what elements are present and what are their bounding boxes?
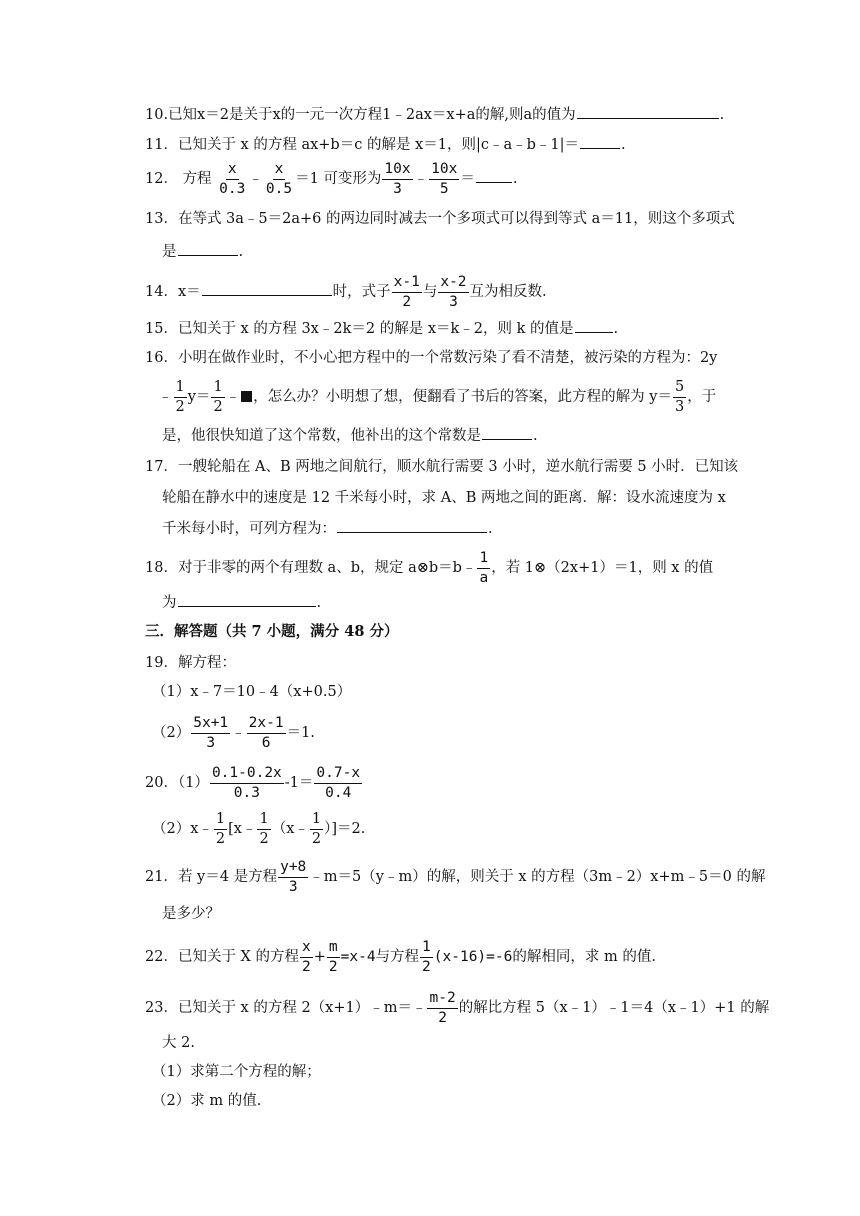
q19-f2-numerator: 2x-1 xyxy=(247,716,286,734)
q12-fraction-4 xyxy=(429,162,459,196)
q16-y-equals: y＝ xyxy=(187,389,211,405)
q21-denominator: 3 xyxy=(288,878,298,895)
q20-f2-numerator: 0.7-x xyxy=(314,766,362,784)
q19-f1-denominator: 3 xyxy=(206,734,216,751)
q16-text-2b: ，于 xyxy=(687,389,717,405)
q20-f4-denominator: 2 xyxy=(259,830,269,847)
q13-end: . xyxy=(238,244,244,260)
q17-answer-blank[interactable] xyxy=(337,518,487,533)
q22-fraction-1 xyxy=(300,940,313,974)
question-18-line-2 xyxy=(162,592,321,613)
q23-numerator: m-2 xyxy=(427,991,457,1009)
q21-fraction xyxy=(278,860,308,894)
q16-f3-denominator: 3 xyxy=(674,398,685,415)
q23-post: 的解比方程 5（x﹣1）﹣1＝4（x﹣1）+1 的解 xyxy=(458,1000,770,1016)
q12-minus-2: ﹣ xyxy=(413,171,429,187)
q16-f3-numerator: 5 xyxy=(673,380,686,398)
q18-fraction xyxy=(477,551,490,585)
q20-f3-denominator: 2 xyxy=(215,830,226,847)
q16-f1-denominator: 2 xyxy=(175,398,185,415)
q16-fraction-1 xyxy=(174,380,187,414)
question-17-line-2 xyxy=(162,488,726,508)
q13-number: 13． xyxy=(145,211,178,227)
q19-minus: ﹣ xyxy=(231,725,246,741)
question-13-line-1 xyxy=(145,209,735,229)
q23-part-2: （2）求 m 的值. xyxy=(152,1093,262,1109)
q19-f1-numerator: 5x+1 xyxy=(191,716,230,734)
q17-number: 17． xyxy=(145,459,178,475)
q12-equals: ＝ xyxy=(460,171,475,187)
q20-bracket-2: （x﹣ xyxy=(271,821,309,837)
q20-f3-numerator: 1 xyxy=(214,812,227,830)
q16-fraction-2 xyxy=(211,380,224,414)
q11-text: 已知关于 x 的方程 ax+b＝c 的解是 x＝1，则|c﹣a﹣b﹣1|＝ xyxy=(177,137,579,153)
q13-text-2: 是 xyxy=(162,244,177,260)
q19-equals: ＝1. xyxy=(286,725,315,741)
q14-end: 互为相反数. xyxy=(469,284,547,300)
q22-f1-denominator: 2 xyxy=(302,958,311,975)
q20-bracket-3: ）]＝2. xyxy=(324,821,366,837)
q12-f2-numerator: x xyxy=(273,162,286,180)
question-17-line-3 xyxy=(162,518,493,539)
q19-part-1: （1）x﹣7＝10﹣4（x+0.5） xyxy=(152,684,352,700)
q20-f4-numerator: 1 xyxy=(257,812,270,830)
q15-number: 15． xyxy=(145,321,178,337)
q19-part-2-label: （2） xyxy=(152,725,191,741)
q12-f4-denominator: 5 xyxy=(439,180,449,197)
question-19 xyxy=(145,653,236,673)
q14-number: 14． xyxy=(145,284,178,300)
q16-number: 16． xyxy=(145,350,178,366)
q12-f3-numerator: 10x xyxy=(382,162,412,180)
q11-end: . xyxy=(621,137,626,153)
q14-answer-blank[interactable] xyxy=(202,281,332,296)
q23-number: 23． xyxy=(145,1000,178,1016)
q20-fraction-3 xyxy=(214,812,227,846)
question-16-line-3 xyxy=(162,425,538,446)
q13-answer-blank[interactable] xyxy=(178,241,238,256)
q23-pre: 已知关于 x 的方程 2（x+1）﹣m＝﹣ xyxy=(177,1000,427,1016)
q12-fraction-3 xyxy=(382,162,412,196)
q14-mid: 时，式子 xyxy=(332,284,391,300)
q22-pre: 已知关于 X 的方程 xyxy=(177,949,299,965)
q20-f1-numerator: 0.1-0.2x xyxy=(210,766,284,784)
question-13-line-2 xyxy=(162,241,243,262)
question-21-line-2: 是多少？ xyxy=(162,906,220,922)
q23-fraction xyxy=(427,991,457,1025)
smudge-square-icon xyxy=(241,391,252,402)
q12-fraction-2 xyxy=(264,162,294,196)
q20-f5-denominator: 2 xyxy=(311,830,322,847)
q14-pre: x＝ xyxy=(177,284,201,300)
q20-fraction-5 xyxy=(310,812,323,846)
q10-answer-blank[interactable] xyxy=(577,104,719,119)
question-21-line-1 xyxy=(145,860,765,894)
q14-fraction-2 xyxy=(438,275,468,309)
q17-text-2: 轮船在静水中的速度是 12 千米每小时，求 A、B 两地之间的距离．解：设水流速度为 x xyxy=(162,490,726,506)
q15-answer-blank[interactable] xyxy=(575,318,613,333)
q22-mid: =x-4与方程 xyxy=(340,949,420,965)
question-17-line-1 xyxy=(145,457,738,477)
q18-end: . xyxy=(316,595,322,611)
q13-text-1: 在等式 3a﹣5＝2a+6 的两边同时减去一个多项式可以得到等式 a＝11，则这个多项式 xyxy=(177,211,735,227)
q15-text: 已知关于 x 的方程 3x﹣2k＝2 的解是 x＝k﹣2，则 k 的值是 xyxy=(177,321,574,337)
q20-part-2 xyxy=(152,812,365,846)
q12-mid: ＝1 可变形为 xyxy=(295,171,382,187)
q16-f2-denominator: 2 xyxy=(213,398,223,415)
q18-numerator: 1 xyxy=(477,551,490,569)
q14-f2-denominator: 3 xyxy=(449,293,458,310)
section-header: 三．解答题（共 7 小题，满分 48 分） xyxy=(145,623,399,640)
question-14 xyxy=(145,275,547,309)
question-15 xyxy=(145,318,618,339)
q19-title: 解方程： xyxy=(177,655,236,671)
q16-answer-blank[interactable] xyxy=(482,425,532,440)
q21-pre: 若 y＝4 是方程 xyxy=(177,869,278,885)
question-18-line-1 xyxy=(145,551,713,585)
q14-f1-numerator: x-1 xyxy=(392,275,422,293)
q17-text-1: 一艘轮船在 A、B 两地之间航行，顺水航行需要 3 小时，逆水航行需要 5 小时．已知该 xyxy=(177,459,739,475)
q22-end: 的解相同，求 m 的值. xyxy=(512,949,656,965)
question-10 xyxy=(145,104,724,125)
question-11 xyxy=(145,134,626,155)
q20-number: 20． xyxy=(145,775,178,791)
question-16-line-2 xyxy=(158,380,716,414)
q17-text-3: 千米每小时，可列方程为： xyxy=(162,521,336,537)
question-16-line-1 xyxy=(145,348,717,368)
q12-f2-denominator: 0.5 xyxy=(265,180,293,197)
q10-end: . xyxy=(719,107,725,123)
q22-f3-denominator: 2 xyxy=(422,958,431,975)
q10-number: 10. xyxy=(145,107,169,123)
q14-fraction-1 xyxy=(392,275,422,309)
q16-f2-numerator: 1 xyxy=(211,380,224,398)
q20-fraction-1 xyxy=(210,766,284,800)
q20-bracket-1: [x﹣ xyxy=(228,821,257,837)
q10-text: 已知x＝2是关于x的一元一次方程1﹣2ax＝x+a的解,则a的值为 xyxy=(168,107,576,123)
q22-tail: (x-16)=-6 xyxy=(433,949,513,965)
question-23-line-2: 大 2. xyxy=(162,1035,195,1051)
q11-answer-blank[interactable] xyxy=(580,134,620,149)
q19-part-2 xyxy=(152,716,315,750)
q19-number: 19． xyxy=(145,655,178,671)
q21-post: ﹣m＝5（y﹣m）的解，则关于 x 的方程（3m﹣2）x+m﹣5＝0 的解 xyxy=(309,869,766,885)
q21-numerator: y+8 xyxy=(278,860,308,878)
q18-answer-blank[interactable] xyxy=(178,592,316,607)
question-22 xyxy=(145,940,656,974)
q22-plus: + xyxy=(313,949,326,965)
q20-part-1-label: （1） xyxy=(177,775,209,791)
q12-f1-denominator: 0.3 xyxy=(219,180,246,197)
q23-part-1: （1）求第二个方程的解； xyxy=(152,1064,321,1080)
q20-f5-numerator: 1 xyxy=(310,812,323,830)
q12-f3-denominator: 3 xyxy=(393,180,402,197)
q22-f2-numerator: m xyxy=(327,940,340,958)
q20-f1-denominator: 0.3 xyxy=(233,784,260,801)
q16-end: . xyxy=(533,428,538,444)
q14-f2-numerator: x-2 xyxy=(438,275,468,293)
q16-minus: ﹣ xyxy=(158,389,173,405)
q20-fraction-2 xyxy=(314,766,362,800)
q15-end: . xyxy=(613,321,619,337)
q12-minus: ﹣ xyxy=(248,171,263,187)
q12-number: 12． xyxy=(145,171,178,187)
q20-mid: -1＝ xyxy=(284,775,314,791)
q19-f2-denominator: 6 xyxy=(261,734,271,751)
q22-f2-denominator: 2 xyxy=(328,958,338,975)
q16-text-1: 小明在做作业时，不小心把方程中的一个常数污染了看不清楚，被污染的方程为：2y xyxy=(177,350,718,366)
q11-number: 11． xyxy=(145,137,178,153)
q21-number: 21． xyxy=(145,869,178,885)
question-20 xyxy=(145,766,363,800)
q18-pre: 对于非零的两个有理数 a、b，规定 a⊗b＝b﹣ xyxy=(177,560,477,576)
q16-minus-2: ﹣ xyxy=(225,389,241,405)
q16-text-3: 是，他很快知道了这个常数，他补出的这个常数是 xyxy=(162,428,481,444)
q17-end: . xyxy=(488,521,493,537)
q16-text-2: ，怎么办？小明想了想，便翻看了书后的答案，此方程的解为 y＝ xyxy=(253,389,672,405)
question-23-line-1 xyxy=(145,991,769,1025)
q22-fraction-2 xyxy=(327,940,340,974)
question-12 xyxy=(145,162,517,196)
q16-fraction-3 xyxy=(673,380,686,414)
q20-fraction-4 xyxy=(257,812,270,846)
q23-denominator: 2 xyxy=(438,1009,447,1026)
q18-text-2: 为 xyxy=(162,595,177,611)
q20-f2-denominator: 0.4 xyxy=(325,784,352,801)
q12-end: . xyxy=(512,171,518,187)
q22-fraction-3 xyxy=(420,940,433,974)
q18-post: ，若 1⊗（2x+1）＝1，则 x 的值 xyxy=(491,560,714,576)
q22-number: 22． xyxy=(145,949,178,965)
q14-f1-denominator: 2 xyxy=(402,293,412,310)
q19-fraction-1 xyxy=(191,716,230,750)
q19-fraction-2 xyxy=(247,716,286,750)
q18-denominator: a xyxy=(479,569,489,586)
q12-f4-numerator: 10x xyxy=(429,162,459,180)
q14-and: 与 xyxy=(422,284,438,300)
q22-f3-numerator: 1 xyxy=(420,940,433,958)
q16-f1-numerator: 1 xyxy=(174,380,187,398)
q18-number: 18． xyxy=(145,560,178,576)
q20-part-2-pre: （2）x﹣ xyxy=(152,821,213,837)
q12-pre: 方程 xyxy=(182,171,212,187)
q12-answer-blank[interactable] xyxy=(476,168,512,183)
q12-fraction-1 xyxy=(217,162,247,196)
q22-f1-numerator: x xyxy=(300,940,313,958)
q12-f1-numerator: x xyxy=(226,162,239,180)
